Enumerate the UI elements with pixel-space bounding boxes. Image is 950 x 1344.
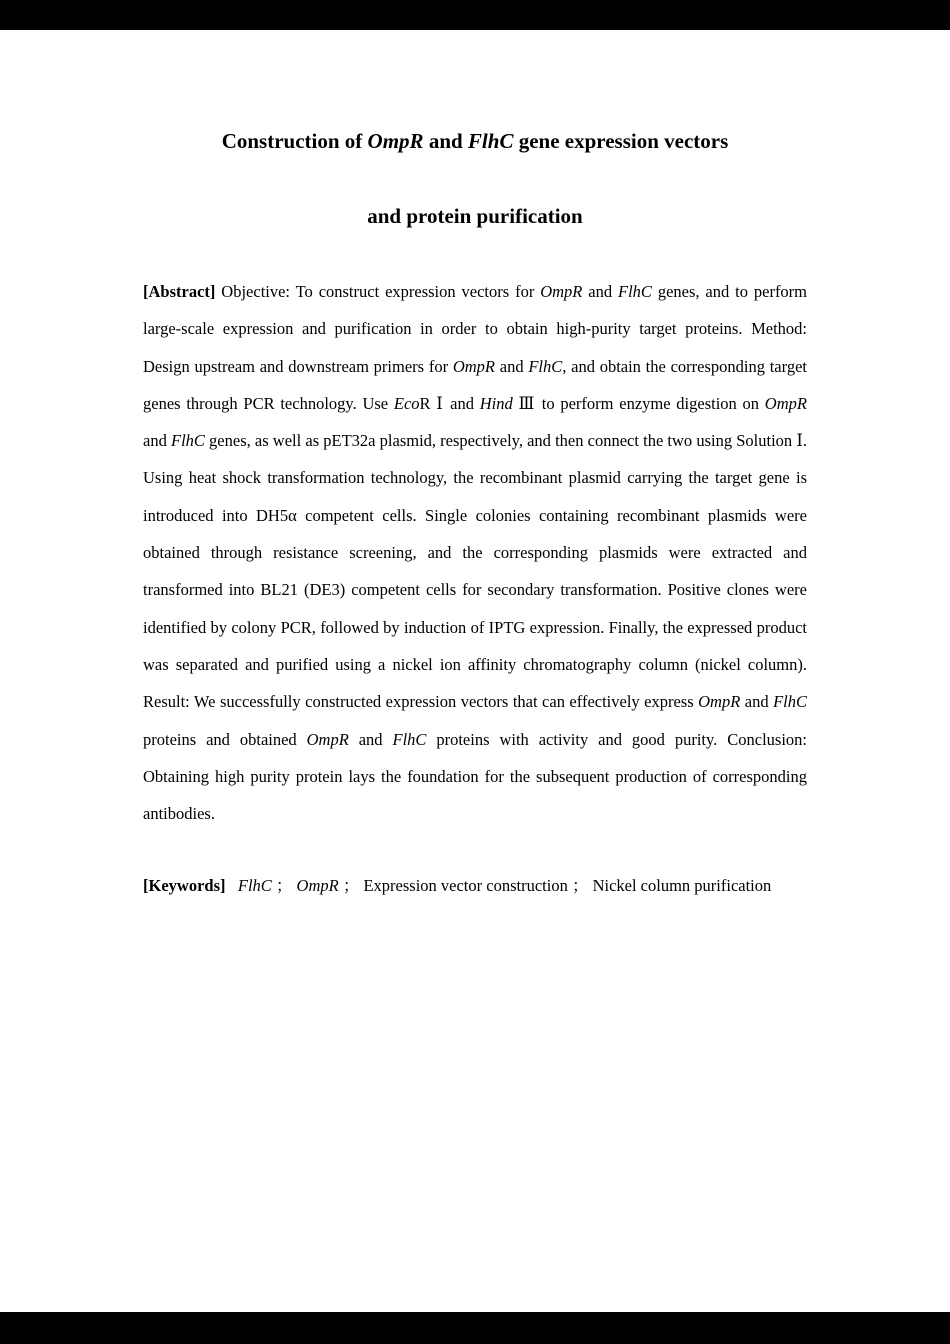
paper-title-line-1: Construction of OmpR and FlhC gene expression vectors <box>221 129 729 153</box>
bottom-letterbox-bar <box>0 1312 950 1344</box>
keywords-paragraph: [Keywords] FlhC ； OmpR ； Expression vector construction ； Nickel column purification <box>143 876 772 896</box>
abstract-paragraph: [Abstract] Objective: To construct expression vectors for OmpR and FlhC genes, and to perform large-scale expression and purification in order to obtain high-purity target proteins. Method: Design upstream and downstream primers for OmpR and FlhC, and obtain the corresponding target genes through PCR technology. Use EcoR Ⅰ and Hind Ⅲ to perform enzyme digestion on OmpR and FlhC genes, as well as pET32a plasmid, respectively, and then connect the two using Solution Ⅰ. Using heat shock transformation technology, the recombinant plasmid carrying the target gene is introduced into DH5α competent cells. Single colonies containing recombinant plasmids were obtained through resistance screening, and the corresponding plasmids were extracted and transformed into BL21 (DE3) competent cells for secondary transformation. Positive clones were identified by colony PCR, followed by induction of IPTG expression. Finally, the expressed product was separated and purified using a nickel ion affinity chromatography column (nickel column). Result: We successfully constructed expression vectors that can effectively express OmpR and FlhC proteins and obtained OmpR and FlhC proteins with activity and good purity. Conclusion: Obtaining high purity protein lays the foundation for the subsequent production of corresponding antibodies. <box>143 282 808 824</box>
paper-content <box>143 30 807 905</box>
top-letterbox-bar <box>0 0 950 30</box>
paper-title-line-2: and protein purification <box>367 204 583 228</box>
